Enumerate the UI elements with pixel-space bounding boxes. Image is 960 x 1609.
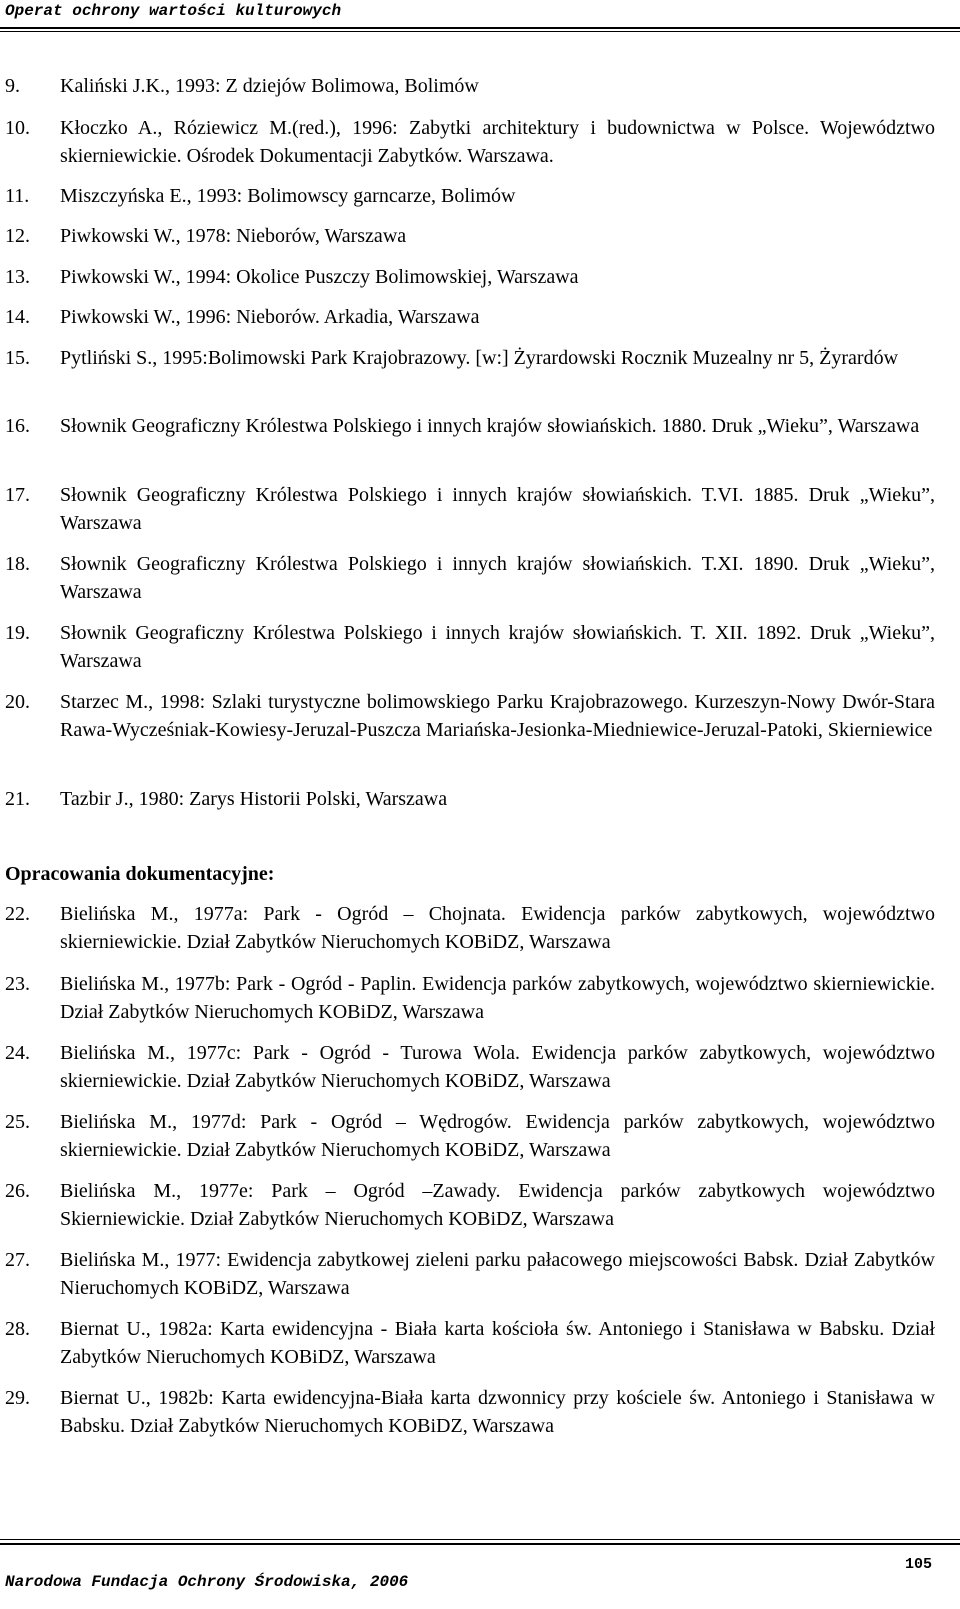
- entry-number: 27.: [5, 1249, 30, 1271]
- entry-number: 14.: [5, 306, 30, 328]
- bibliography-entry: [5, 72, 935, 100]
- documentation-entry: [5, 1108, 935, 1164]
- page-header-title: Operat ochrony wartości kulturowych: [5, 2, 342, 20]
- entry-number: 11.: [5, 185, 30, 207]
- entry-number: 25.: [5, 1111, 30, 1133]
- entry-number: 29.: [5, 1387, 30, 1409]
- entry-text: Bielińska M., 1977: Ewidencja zabytkowej zieleni parku pałacowego miejscowości Babsk. Dział Zabytków Nieruchomych KOBiDZ, Warszawa: [60, 1249, 935, 1299]
- entry-text: Biernat U., 1982a: Karta ewidencyjna - Biała karta kościoła św. Antoniego i Stanisława w Babsku. Dział Zabytków Nieruchomych KOBiDZ, Warszawa: [60, 1318, 935, 1368]
- entry-text: Kłoczko A., Róziewicz M.(red.), 1996: Zabytki architektury i budownictwa w Polsce. Województwo skierniewickie. Ośrodek Dokumentacji Zabytków. Warszawa.: [60, 117, 935, 167]
- bibliography-entry: [5, 114, 935, 170]
- bibliography-entry: [5, 785, 935, 813]
- bibliography-entry: [5, 263, 935, 291]
- header-rule: [0, 27, 960, 29]
- documentation-entry: [5, 900, 935, 956]
- entry-number: 26.: [5, 1180, 30, 1202]
- entry-text: Bielińska M., 1977e: Park – Ogród –Zawady. Ewidencja parków zabytkowych województwo Skierniewickie. Dział Zabytków Nieruchomych KOBiDZ, Warszawa: [60, 1180, 935, 1230]
- documentation-entry: [5, 1177, 935, 1233]
- entry-number: 9.: [5, 75, 20, 97]
- entry-number: 16.: [5, 415, 30, 437]
- bibliography-entry: [5, 303, 935, 331]
- section-heading: Opracowania dokumentacyjne:: [5, 863, 275, 885]
- entry-text: Starzec M., 1998: Szlaki turystyczne bolimowskiego Parku Krajobrazowego. Kurzeszyn-Nowy Dwór-Stara Rawa-Wycześniak-Kowiesy-Jeruzal-Puszcza Mariańska-Jesionka-Miedniewice-Jeruzal-Patoki, Skierniewice: [60, 691, 935, 741]
- bibliography-entry: [5, 688, 935, 744]
- footer-publisher: Narodowa Fundacja Ochrony Środowiska, 2006: [5, 1573, 409, 1591]
- documentation-entry: [5, 1384, 935, 1440]
- bibliography-entry: [5, 412, 935, 440]
- entry-text: Biernat U., 1982b: Karta ewidencyjna-Biała karta dzwonnicy przy kościele św. Antoniego i Stanisława w Babsku. Dział Zabytków Nieruchomych KOBiDZ, Warszawa: [60, 1387, 935, 1437]
- footer-rule: [0, 1543, 960, 1545]
- entry-text: Miszczyńska E., 1993: Bolimowscy garncarze, Bolimów: [60, 185, 516, 207]
- entry-text: Słownik Geograficzny Królestwa Polskiego i innych krajów słowiańskich. T. XII. 1892. Druk „Wieku”, Warszawa: [60, 622, 935, 672]
- page-number: 105: [904, 1556, 932, 1573]
- entry-text: Tazbir J., 1980: Zarys Historii Polski, Warszawa: [60, 788, 448, 810]
- entry-text: Bielińska M., 1977c: Park - Ogród - Turowa Wola. Ewidencja parków zabytkowych, województwo skierniewickie. Dział Zabytków Nieruchomych KOBiDZ, Warszawa: [60, 1042, 935, 1092]
- entry-text: Bielińska M., 1977d: Park - Ogród – Wędrogów. Ewidencja parków zabytkowych, województwo skierniewickie. Dział Zabytków Nieruchomych KOBiDZ, Warszawa: [60, 1111, 935, 1161]
- header-rule-thin: [0, 31, 960, 32]
- documentation-entry: [5, 970, 935, 1026]
- entry-number: 20.: [5, 691, 30, 713]
- bibliography-entry: [5, 182, 935, 210]
- entry-number: 17.: [5, 484, 30, 506]
- entry-text: Pytliński S., 1995:Bolimowski Park Krajobrazowy. [w:] Żyrardowski Rocznik Muzealny nr 5, Żyrardów: [60, 347, 899, 369]
- entry-number: 13.: [5, 266, 30, 288]
- entry-text: Słownik Geograficzny Królestwa Polskiego i innych krajów słowiańskich. T.XI. 1890. Druk „Wieku”, Warszawa: [60, 553, 935, 603]
- bibliography-entry: [5, 344, 935, 372]
- entry-number: 19.: [5, 622, 30, 644]
- entry-text: Słownik Geograficzny Królestwa Polskiego i innych krajów słowiańskich. 1880. Druk „Wieku”, Warszawa: [60, 415, 920, 437]
- entry-text: Bielińska M., 1977a: Park - Ogród – Chojnata. Ewidencja parków zabytkowych, województwo skierniewickie. Dział Zabytków Nieruchomych KOBiDZ, Warszawa: [60, 903, 935, 953]
- entry-number: 28.: [5, 1318, 30, 1340]
- documentation-entry: [5, 1315, 935, 1371]
- entry-number: 23.: [5, 973, 30, 995]
- bibliography-entry: [5, 222, 935, 250]
- entry-text: Piwkowski W., 1978: Nieborów, Warszawa: [60, 225, 407, 247]
- entry-text: Kaliński J.K., 1993: Z dziejów Bolimowa, Bolimów: [60, 75, 479, 97]
- entry-number: 21.: [5, 788, 30, 810]
- bibliography-entry: [5, 619, 935, 675]
- entry-text: Słownik Geograficzny Królestwa Polskiego i innych krajów słowiańskich. T.VI. 1885. Druk „Wieku”, Warszawa: [60, 484, 935, 534]
- entry-number: 24.: [5, 1042, 30, 1064]
- entry-text: Bielińska M., 1977b: Park - Ogród - Paplin. Ewidencja parków zabytkowych, województwo skierniewickie. Dział Zabytków Nieruchomych KOBiDZ, Warszawa: [60, 973, 935, 1023]
- entry-number: 22.: [5, 903, 30, 925]
- entry-text: Piwkowski W., 1996: Nieborów. Arkadia, Warszawa: [60, 306, 480, 328]
- footer-rule-thin: [0, 1539, 960, 1540]
- documentation-entry: [5, 1246, 935, 1302]
- entry-number: 12.: [5, 225, 30, 247]
- bibliography-entry: [5, 481, 935, 537]
- entry-number: 15.: [5, 347, 30, 369]
- documentation-entry: [5, 1039, 935, 1095]
- entry-text: Piwkowski W., 1994: Okolice Puszczy Bolimowskiej, Warszawa: [60, 266, 579, 288]
- bibliography-entry: [5, 550, 935, 606]
- entry-number: 18.: [5, 553, 30, 575]
- entry-number: 10.: [5, 117, 30, 139]
